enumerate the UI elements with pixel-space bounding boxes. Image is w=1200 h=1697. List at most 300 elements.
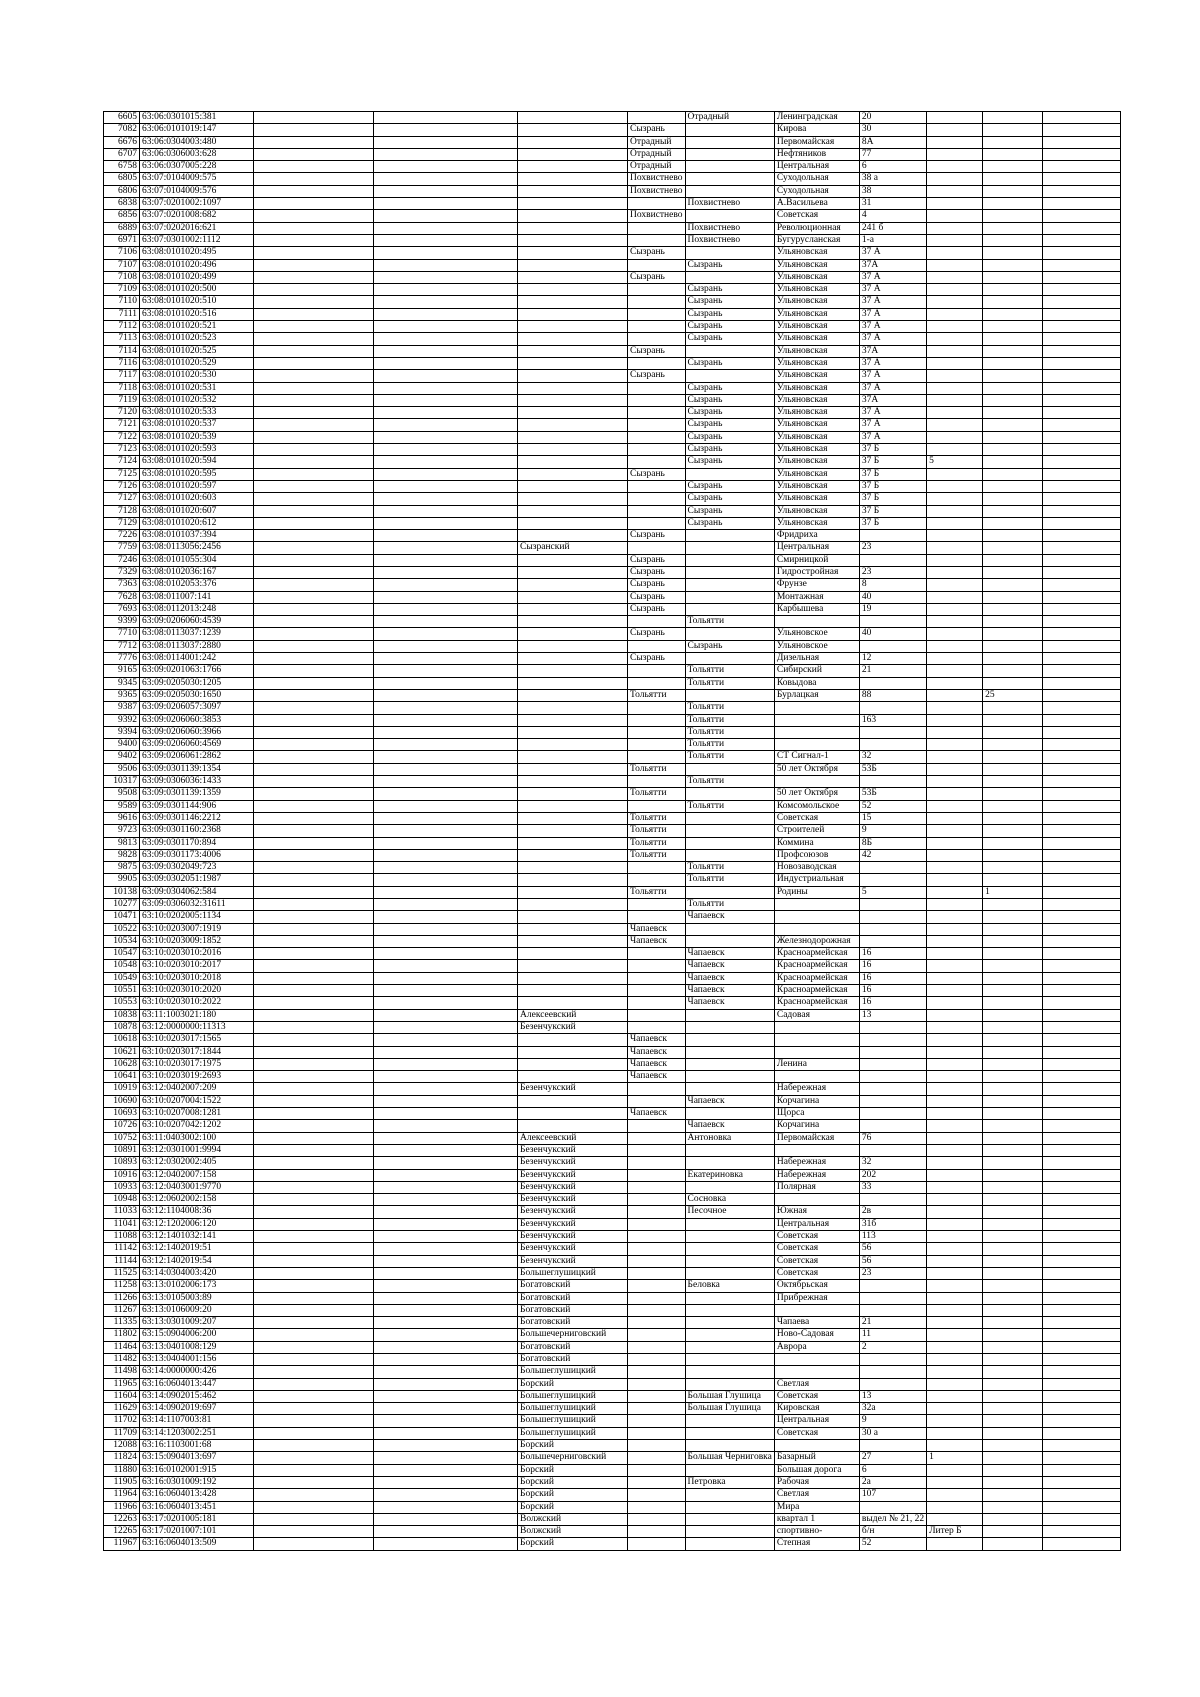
table-cell: [927, 1194, 983, 1206]
table-cell: Борский: [518, 1464, 628, 1476]
table-cell: Сызрань: [685, 493, 774, 505]
table-row: [104, 1095, 1121, 1107]
table-cell: А.Васильева: [774, 198, 859, 210]
table-cell: [983, 1427, 1043, 1439]
table-cell: 9506: [104, 763, 140, 775]
table-cell: 11802: [104, 1329, 140, 1341]
table-cell: 11335: [104, 1317, 140, 1329]
table-cell: 16: [859, 972, 926, 984]
table-row: [104, 1071, 1121, 1083]
table-cell: [254, 1144, 374, 1156]
table-row: [104, 1366, 1121, 1378]
table-cell: [254, 1452, 374, 1464]
table-cell: 37 Б: [859, 517, 926, 529]
table-cell: [685, 825, 774, 837]
table-cell: 63:10:0203017:1565: [140, 1034, 254, 1046]
table-row: [104, 653, 1121, 665]
table-cell: Аврора: [774, 1341, 859, 1353]
table-cell: 9400: [104, 739, 140, 751]
table-cell: [927, 763, 983, 775]
table-cell: 63:08:0101020:537: [140, 419, 254, 431]
table-cell: 9589: [104, 800, 140, 812]
table-cell: [1043, 628, 1121, 640]
table-cell: Безенчукский: [518, 1206, 628, 1218]
table-cell: [1043, 530, 1121, 542]
table-row: [104, 1243, 1121, 1255]
table-cell: [254, 444, 374, 456]
table-cell: [1043, 862, 1121, 874]
table-cell: [983, 284, 1043, 296]
table-cell: Безенчукский: [518, 1255, 628, 1267]
table-cell: 63:12:1402019:54: [140, 1255, 254, 1267]
table-cell: [983, 456, 1043, 468]
table-cell: [927, 1403, 983, 1415]
table-cell: [254, 579, 374, 591]
table-cell: 63:14:0000000:426: [140, 1366, 254, 1378]
table-cell: [374, 407, 518, 419]
table-cell: [927, 1476, 983, 1488]
table-cell: [927, 148, 983, 160]
table-cell: 63:08:0101020:593: [140, 444, 254, 456]
table-cell: [1043, 1489, 1121, 1501]
table-cell: [1043, 1206, 1121, 1218]
table-cell: [774, 1034, 859, 1046]
table-cell: Тольятти: [685, 616, 774, 628]
table-row: [104, 935, 1121, 947]
table-cell: [628, 222, 686, 234]
table-cell: [518, 124, 628, 136]
table-row: [104, 763, 1121, 775]
table-row: [104, 222, 1121, 234]
table-cell: Большеглушицкий: [518, 1390, 628, 1402]
table-cell: [685, 837, 774, 849]
table-cell: Богатовский: [518, 1280, 628, 1292]
table-cell: 9616: [104, 812, 140, 824]
table-cell: Щорса: [774, 1108, 859, 1120]
table-cell: [628, 234, 686, 246]
table-cell: [374, 653, 518, 665]
table-cell: 10618: [104, 1034, 140, 1046]
table-cell: Профсоюзов: [774, 849, 859, 861]
table-cell: [927, 985, 983, 997]
table-cell: [518, 911, 628, 923]
table-cell: [685, 886, 774, 898]
table-cell: Ульяновская: [774, 456, 859, 468]
table-cell: [254, 493, 374, 505]
table-row: [104, 1476, 1121, 1488]
table-cell: Сызрань: [628, 591, 686, 603]
table-cell: Тольятти: [628, 812, 686, 824]
table-cell: [859, 1108, 926, 1120]
table-cell: [859, 530, 926, 542]
table-cell: 63:08:0101020:496: [140, 259, 254, 271]
table-cell: [254, 751, 374, 763]
table-cell: Алексеевский: [518, 1009, 628, 1021]
table-cell: [518, 333, 628, 345]
table-cell: 63:15:0904013:697: [140, 1452, 254, 1464]
table-cell: Красноармейская: [774, 948, 859, 960]
table-cell: Похвистнево: [685, 222, 774, 234]
table-cell: [983, 776, 1043, 788]
table-row: [104, 689, 1121, 701]
table-cell: 63:09:0304062:584: [140, 886, 254, 898]
table-cell: [927, 1046, 983, 1058]
table-cell: [1043, 357, 1121, 369]
table-cell: [628, 1353, 686, 1365]
table-cell: [374, 419, 518, 431]
table-cell: [374, 812, 518, 824]
table-cell: [518, 407, 628, 419]
table-cell: [254, 1058, 374, 1070]
table-cell: [628, 616, 686, 628]
table-cell: [927, 1317, 983, 1329]
table-cell: [774, 1194, 859, 1206]
table-cell: [859, 739, 926, 751]
table-cell: [685, 591, 774, 603]
table-row: [104, 1009, 1121, 1021]
table-cell: 6806: [104, 185, 140, 197]
table-cell: 50 лет Октября: [774, 763, 859, 775]
table-row: [104, 333, 1121, 345]
table-cell: Сызрань: [628, 370, 686, 382]
table-cell: [983, 1476, 1043, 1488]
table-cell: [983, 972, 1043, 984]
table-cell: Безенчукский: [518, 1144, 628, 1156]
table-cell: [254, 1427, 374, 1439]
table-cell: [1043, 124, 1121, 136]
table-cell: [1043, 763, 1121, 775]
table-cell: [685, 1353, 774, 1365]
table-cell: Чапаевск: [685, 1095, 774, 1107]
table-cell: [254, 677, 374, 689]
table-cell: [254, 960, 374, 972]
table-row: [104, 948, 1121, 960]
table-cell: [518, 161, 628, 173]
table-cell: [685, 185, 774, 197]
table-cell: [685, 1144, 774, 1156]
table-cell: 10690: [104, 1095, 140, 1107]
table-cell: [927, 923, 983, 935]
table-cell: 10548: [104, 960, 140, 972]
table-cell: [518, 923, 628, 935]
table-cell: [1043, 911, 1121, 923]
table-cell: Фрунзе: [774, 579, 859, 591]
table-cell: Похвистнево: [628, 173, 686, 185]
table-cell: 7106: [104, 247, 140, 259]
table-cell: Сызрань: [685, 296, 774, 308]
table-cell: Кирова: [774, 124, 859, 136]
table-cell: Тольятти: [685, 862, 774, 874]
table-cell: [374, 210, 518, 222]
table-cell: [983, 444, 1043, 456]
table-cell: [628, 1292, 686, 1304]
table-cell: Тольятти: [628, 788, 686, 800]
table-cell: [685, 468, 774, 480]
table-cell: [374, 788, 518, 800]
table-cell: [518, 837, 628, 849]
table-cell: [254, 1169, 374, 1181]
table-cell: [983, 124, 1043, 136]
table-cell: [374, 480, 518, 492]
table-cell: [983, 210, 1043, 222]
table-cell: Большая Глушица: [685, 1390, 774, 1402]
table-row: [104, 603, 1121, 615]
table-cell: 63:08:0101020:533: [140, 407, 254, 419]
table-cell: [374, 394, 518, 406]
table-cell: [254, 1501, 374, 1513]
table-cell: Бурлацкая: [774, 689, 859, 701]
table-cell: [1043, 1071, 1121, 1083]
table-cell: [628, 1304, 686, 1316]
table-cell: [859, 1095, 926, 1107]
table-cell: [518, 517, 628, 529]
table-cell: Ульяновская: [774, 308, 859, 320]
table-row: [104, 517, 1121, 529]
table-cell: Большая Черниговка: [685, 1452, 774, 1464]
table-cell: [374, 1427, 518, 1439]
table-cell: 6: [859, 1464, 926, 1476]
table-cell: [628, 1464, 686, 1476]
table-cell: [518, 788, 628, 800]
table-cell: 63:08:0101020:607: [140, 505, 254, 517]
table-cell: 10948: [104, 1194, 140, 1206]
table-cell: 63:12:0602002:158: [140, 1194, 254, 1206]
table-cell: [254, 1464, 374, 1476]
table-cell: [254, 271, 374, 283]
table-cell: Ленина: [774, 1058, 859, 1070]
table-cell: [628, 665, 686, 677]
table-cell: [254, 935, 374, 947]
table-row: [104, 628, 1121, 640]
table-cell: [927, 112, 983, 124]
table-cell: [685, 1218, 774, 1230]
table-cell: [374, 911, 518, 923]
table-cell: [983, 1501, 1043, 1513]
table-cell: [518, 1071, 628, 1083]
table-cell: 10628: [104, 1058, 140, 1070]
table-cell: Ульяновская: [774, 505, 859, 517]
table-cell: [518, 899, 628, 911]
table-cell: [628, 1366, 686, 1378]
table-cell: [927, 911, 983, 923]
table-cell: [254, 1231, 374, 1243]
table-cell: 11604: [104, 1390, 140, 1402]
table-cell: [685, 1083, 774, 1095]
table-cell: [518, 456, 628, 468]
table-cell: [254, 886, 374, 898]
table-cell: 63:08:0113037:2880: [140, 640, 254, 652]
table-cell: [927, 1095, 983, 1107]
table-cell: [1043, 1231, 1121, 1243]
table-cell: [927, 800, 983, 812]
table-cell: 63:07:0301002:1112: [140, 234, 254, 246]
table-cell: Сызрань: [628, 271, 686, 283]
table-cell: [927, 1255, 983, 1267]
table-row: [104, 739, 1121, 751]
table-row: [104, 1317, 1121, 1329]
table-cell: Советская: [774, 1427, 859, 1439]
table-cell: Советская: [774, 812, 859, 824]
table-cell: [1043, 1526, 1121, 1538]
table-cell: [1043, 1403, 1121, 1415]
table-cell: [1043, 308, 1121, 320]
table-cell: Литер Б: [927, 1526, 983, 1538]
table-cell: Похвистнево: [685, 198, 774, 210]
table-cell: 7121: [104, 419, 140, 431]
table-cell: Ульяновская: [774, 407, 859, 419]
table-row: [104, 493, 1121, 505]
table-cell: [983, 542, 1043, 554]
table-cell: 63:06:0301015:381: [140, 112, 254, 124]
table-cell: [254, 1071, 374, 1083]
table-cell: [774, 1144, 859, 1156]
table-cell: [927, 1353, 983, 1365]
table-cell: [685, 370, 774, 382]
table-cell: 63:12:0301001:9994: [140, 1144, 254, 1156]
table-cell: 53Б: [859, 788, 926, 800]
table-cell: Тольятти: [628, 886, 686, 898]
table-cell: 63:09:0206060:4539: [140, 616, 254, 628]
table-cell: [374, 1476, 518, 1488]
table-cell: [518, 493, 628, 505]
table-row: [104, 1034, 1121, 1046]
table-cell: [983, 1329, 1043, 1341]
table-cell: 7226: [104, 530, 140, 542]
table-cell: [374, 259, 518, 271]
table-cell: [983, 1034, 1043, 1046]
table-cell: 10641: [104, 1071, 140, 1083]
table-cell: 63:08:0113037:1239: [140, 628, 254, 640]
table-cell: 6856: [104, 210, 140, 222]
table-cell: Чапаевск: [685, 960, 774, 972]
table-cell: 1-а: [859, 234, 926, 246]
table-cell: 7109: [104, 284, 140, 296]
table-cell: 63:16:0102001:915: [140, 1464, 254, 1476]
table-cell: 63:07:0201008:682: [140, 210, 254, 222]
table-cell: [983, 1218, 1043, 1230]
table-row: [104, 1501, 1121, 1513]
table-row: [104, 886, 1121, 898]
table-cell: [927, 1243, 983, 1255]
table-cell: [254, 1378, 374, 1390]
table-cell: [685, 1501, 774, 1513]
table-cell: [1043, 173, 1121, 185]
table-cell: [685, 530, 774, 542]
table-cell: 7129: [104, 517, 140, 529]
table-cell: 63:15:0904006:200: [140, 1329, 254, 1341]
table-cell: [983, 825, 1043, 837]
table-cell: [685, 136, 774, 148]
table-cell: [927, 321, 983, 333]
table-cell: [254, 1243, 374, 1255]
table-cell: [254, 812, 374, 824]
table-cell: [1043, 1329, 1121, 1341]
table-cell: [927, 1108, 983, 1120]
table-cell: Сызрань: [685, 640, 774, 652]
table-cell: 6758: [104, 161, 140, 173]
table-cell: [983, 960, 1043, 972]
table-cell: [374, 665, 518, 677]
table-cell: 10547: [104, 948, 140, 960]
table-cell: [983, 1132, 1043, 1144]
table-cell: [859, 1120, 926, 1132]
table-cell: 7329: [104, 566, 140, 578]
table-cell: 63:14:1107003:81: [140, 1415, 254, 1427]
table-cell: [254, 923, 374, 935]
table-cell: [628, 702, 686, 714]
table-cell: [518, 185, 628, 197]
table-row: [104, 1255, 1121, 1267]
table-cell: 7123: [104, 444, 140, 456]
table-cell: [927, 345, 983, 357]
table-cell: Центральная: [774, 1415, 859, 1427]
table-cell: [927, 874, 983, 886]
table-cell: [983, 653, 1043, 665]
table-cell: [685, 1317, 774, 1329]
table-cell: Набережная: [774, 1157, 859, 1169]
table-cell: 38 а: [859, 173, 926, 185]
table-cell: [1043, 886, 1121, 898]
table-cell: [518, 739, 628, 751]
table-cell: [927, 566, 983, 578]
table-cell: [685, 1464, 774, 1476]
table-cell: [927, 1231, 983, 1243]
table-cell: [374, 1304, 518, 1316]
table-cell: 52: [859, 1538, 926, 1550]
table-cell: [374, 1046, 518, 1058]
table-cell: [374, 247, 518, 259]
table-cell: [927, 812, 983, 824]
table-cell: 63:14:1203002:251: [140, 1427, 254, 1439]
table-cell: 37А: [859, 345, 926, 357]
table-cell: 4: [859, 210, 926, 222]
table-cell: [374, 960, 518, 972]
table-cell: [628, 1513, 686, 1525]
table-cell: 15: [859, 812, 926, 824]
table-cell: 32: [859, 1157, 926, 1169]
table-cell: 63:12:0403001:9770: [140, 1181, 254, 1193]
table-cell: [927, 1034, 983, 1046]
table-cell: [1043, 185, 1121, 197]
table-cell: Мира: [774, 1501, 859, 1513]
table-cell: [374, 702, 518, 714]
table-cell: [983, 136, 1043, 148]
table-cell: [374, 1415, 518, 1427]
table-cell: [1043, 198, 1121, 210]
table-cell: [628, 382, 686, 394]
table-cell: [1043, 419, 1121, 431]
table-cell: 63:08:0101020:594: [140, 456, 254, 468]
table-cell: Садовая: [774, 1009, 859, 1021]
table-row: [104, 148, 1121, 160]
table-cell: 9723: [104, 825, 140, 837]
table-cell: 9905: [104, 874, 140, 886]
table-cell: 6838: [104, 198, 140, 210]
table-cell: [685, 1046, 774, 1058]
table-cell: [254, 1120, 374, 1132]
table-cell: 63:08:0101020:525: [140, 345, 254, 357]
table-cell: [518, 665, 628, 677]
table-cell: [1043, 321, 1121, 333]
table-cell: [254, 407, 374, 419]
table-cell: 10534: [104, 935, 140, 947]
table-row: [104, 505, 1121, 517]
table-cell: 63:07:0104009:576: [140, 185, 254, 197]
table-cell: [1043, 899, 1121, 911]
table-cell: [518, 198, 628, 210]
table-cell: [983, 394, 1043, 406]
table-cell: [927, 161, 983, 173]
